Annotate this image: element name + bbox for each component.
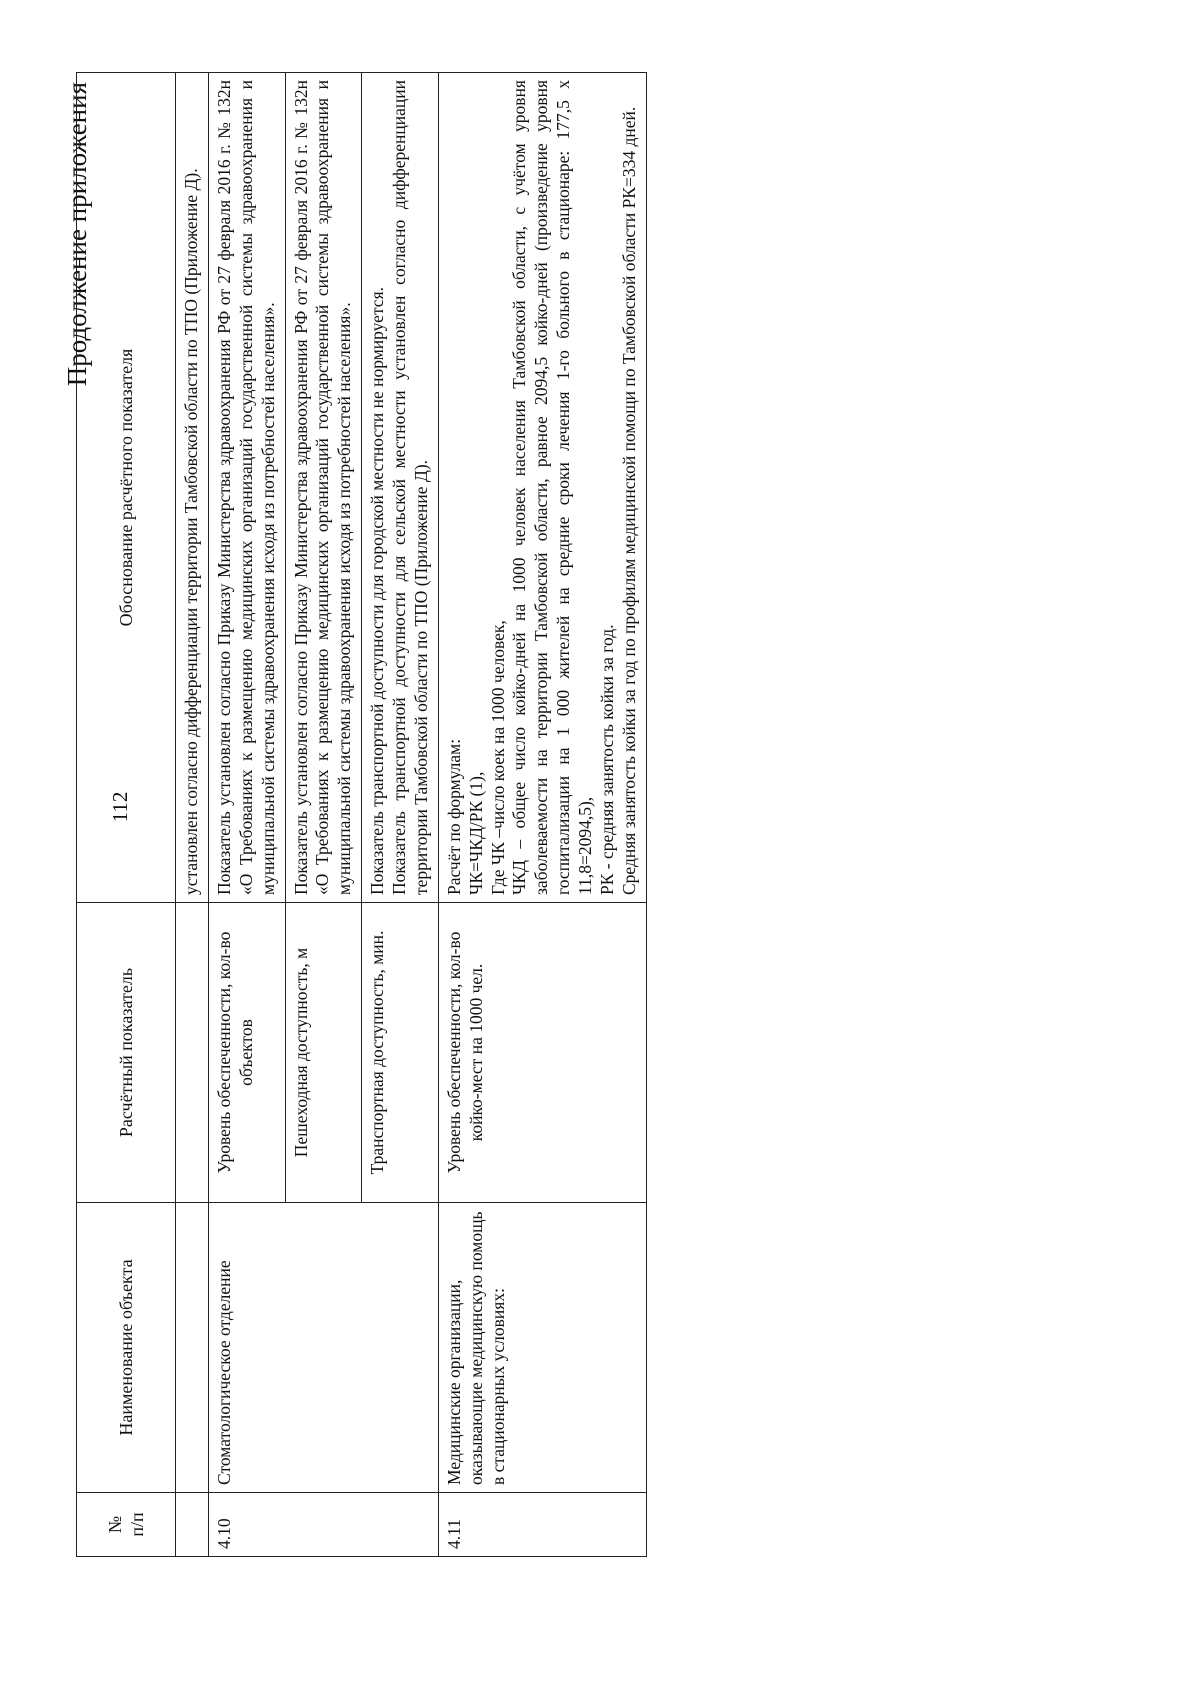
table-header-row <box>77 73 176 1557</box>
cell-indicator <box>176 903 209 1203</box>
cell-object-name: Медицинские организации, оказывающие медицинскую помощь в стационарных условиях: <box>438 1203 646 1493</box>
basis-line: Показатель транспортной доступности для сельской местности установлен согласно дифференциации территории Тамбовской области по ТПО (Приложение Д). <box>389 80 431 895</box>
table-row-4-11 <box>438 73 646 1557</box>
cell-basis: Показатель установлен согласно Приказу Министерства здравоохранения РФ от 27 февраля 2016 г. № 132н «О Требованиях к размещению медицинских организаций государственной системы здравоохранения и муниципальной системы здравоохранения исходя из потребностей населения». <box>208 73 285 903</box>
cell-basis: Показатель установлен согласно Приказу Министерства здравоохранения РФ от 27 февраля 2016 г. № 132н «О Требованиях к размещению медицинских организаций государственной системы здравоохранения и муниципальной системы здравоохранения исходя из потребностей населения». <box>285 73 362 903</box>
column-header-indicator: Расчётный показатель <box>77 903 176 1203</box>
cell-basis <box>438 73 646 903</box>
basis-line: РК - средняя занятость койки за год. <box>596 624 617 895</box>
cell-indicator: Пешеходная доступность, м <box>285 903 362 1203</box>
basis-line: Где ЧК –число коек на 1000 человек, <box>487 620 508 895</box>
cell-basis <box>362 73 439 903</box>
cell-object-name: Стоматологическое отделение <box>208 1203 438 1493</box>
table-row-continuation <box>176 73 209 1557</box>
page-number: 112 <box>108 791 132 823</box>
cell-object-name <box>176 1203 209 1493</box>
column-header-number: № п/п <box>77 1493 176 1557</box>
cell-indicator: Уровень обеспеченности, кол-во койко-мест на 1000 чел. <box>438 903 646 1203</box>
basis-line: Расчёт по формулам: <box>443 738 464 895</box>
indicators-table-wrap <box>76 73 647 1557</box>
cell-number <box>176 1493 209 1557</box>
indicators-table <box>76 72 647 1557</box>
cell-indicator: Транспортная доступность, мин. <box>362 903 439 1203</box>
basis-line: ЧКД – общее число койко-дней на 1000 человек населения Тамбовской области, с учётом уровня заболеваемости на территории Тамбовской области, равное 2094,5 койко-дней (произведение уровня госпитализации на 1 000 жителей на средние сроки лечения 1-го больного в стационаре: 177,5 х 11,8=2094,5), <box>509 80 595 895</box>
basis-line: Средняя занятость койки за год по профилям медицинской помощи по Тамбовской области РК=334 дней. <box>618 106 639 895</box>
basis-line: Показатель транспортной доступности для городской местности не нормируется. <box>367 287 388 895</box>
cell-number: 4.10 <box>208 1493 438 1557</box>
column-header-basis: Обоснование расчётного показателя <box>77 73 176 903</box>
cell-basis: установлен согласно дифференциации территории Тамбовской области по ТПО (Приложение Д). <box>176 73 209 903</box>
basis-line: ЧК=ЧКД/РК (1), <box>465 771 486 895</box>
table-row-4-10-provision <box>208 73 285 1557</box>
cell-number: 4.11 <box>438 1493 646 1557</box>
cell-indicator: Уровень обеспеченности, кол-во объектов <box>208 903 285 1203</box>
appendix-continuation-title: Продолжение приложения <box>62 82 92 387</box>
column-header-object-name: Наименование объекта <box>77 1203 176 1493</box>
